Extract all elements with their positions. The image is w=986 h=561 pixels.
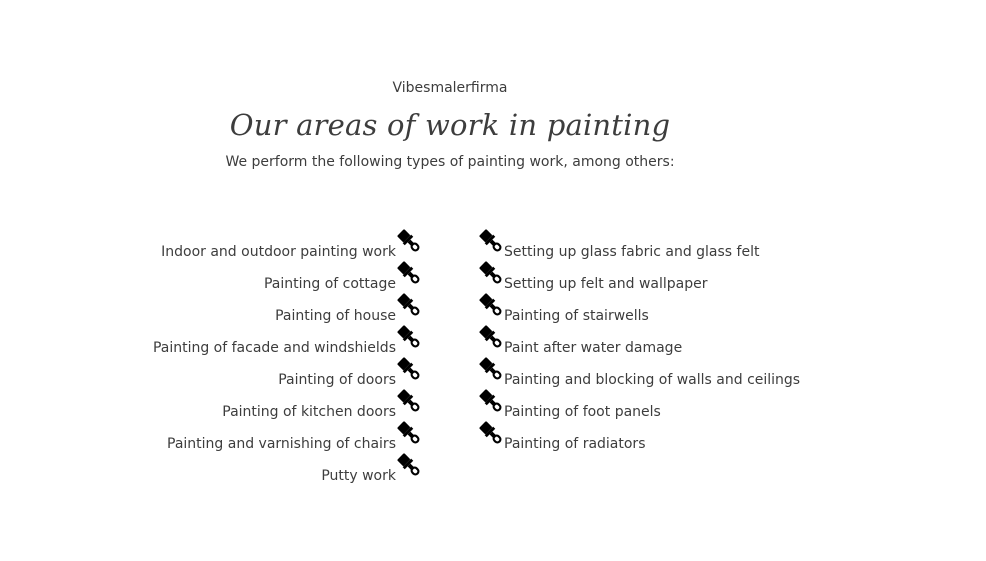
list-item-label: Painting of house bbox=[275, 308, 396, 324]
list-item bbox=[478, 356, 858, 388]
list-item-label: Painting of doors bbox=[278, 372, 396, 388]
list-item bbox=[478, 388, 858, 420]
paint-brush-icon bbox=[396, 356, 422, 382]
list-item bbox=[478, 228, 858, 260]
list-item bbox=[142, 388, 422, 420]
list-item-label: Painting of stairwells bbox=[504, 308, 649, 324]
paint-brush-icon bbox=[396, 228, 422, 254]
list-item-label: Putty work bbox=[321, 468, 396, 484]
brand-name: Vibesmalerfirma bbox=[392, 80, 508, 96]
list-item bbox=[142, 324, 422, 356]
page-title: Our areas of work in painting bbox=[229, 108, 671, 142]
paint-brush-icon bbox=[396, 452, 422, 478]
paint-brush-icon bbox=[396, 292, 422, 318]
list-item-label: Painting of kitchen doors bbox=[222, 404, 396, 420]
list-item bbox=[142, 420, 422, 452]
paint-brush-icon bbox=[478, 292, 504, 318]
list-item bbox=[142, 228, 422, 260]
list-item-label: Painting and blocking of walls and ceilings bbox=[504, 372, 801, 388]
list-item-label: Indoor and outdoor painting work bbox=[161, 244, 396, 260]
paint-brush-icon bbox=[396, 260, 422, 286]
list-item-label: Painting of cottage bbox=[263, 276, 396, 292]
list-item bbox=[478, 260, 858, 292]
list-item-label: Paint after water damage bbox=[504, 340, 683, 356]
paint-brush-icon bbox=[478, 260, 504, 286]
paint-brush-icon bbox=[478, 420, 504, 446]
list-item bbox=[478, 420, 858, 452]
list-item-label: Setting up felt and wallpaper bbox=[504, 276, 708, 292]
paint-brush-icon bbox=[478, 388, 504, 414]
list-item bbox=[142, 292, 422, 324]
list-item bbox=[478, 324, 858, 356]
list-item bbox=[142, 452, 422, 484]
list-item bbox=[142, 260, 422, 292]
page-subtitle: We perform the following types of painting work, among others: bbox=[225, 154, 675, 170]
list-item-label: Painting of facade and windshields bbox=[152, 340, 396, 356]
paint-brush-icon bbox=[478, 324, 504, 350]
services-list-left bbox=[142, 228, 422, 484]
paint-brush-icon bbox=[396, 420, 422, 446]
list-item-label: Setting up glass fabric and glass felt bbox=[504, 244, 760, 260]
list-item bbox=[142, 356, 422, 388]
list-item-label: Painting and varnishing of chairs bbox=[167, 436, 396, 452]
paint-brush-icon bbox=[396, 324, 422, 350]
paint-brush-icon bbox=[396, 388, 422, 414]
paint-brush-icon bbox=[478, 228, 504, 254]
list-item-label: Painting of radiators bbox=[504, 436, 646, 452]
list-item-label: Painting of foot panels bbox=[504, 404, 661, 420]
list-item bbox=[478, 292, 858, 324]
services-list-right bbox=[478, 228, 858, 452]
paint-brush-icon bbox=[478, 356, 504, 382]
